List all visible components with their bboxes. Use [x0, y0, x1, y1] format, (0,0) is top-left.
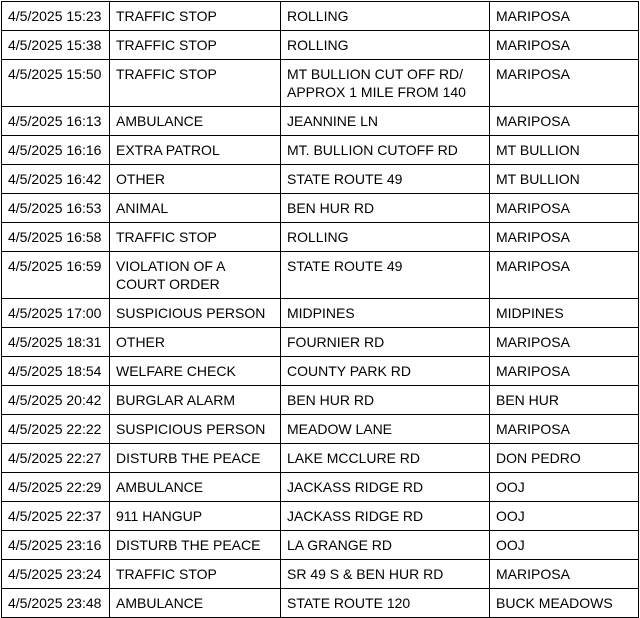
location-cell: COUNTY PARK RD	[281, 357, 490, 386]
table-row	[2, 589, 639, 618]
call-type-cell: TRAFFIC STOP	[110, 2, 281, 31]
call-type-cell: OTHER	[110, 165, 281, 194]
call-type-cell: AMBULANCE	[110, 589, 281, 618]
city-cell: OOJ	[490, 473, 639, 502]
table-row	[2, 165, 639, 194]
location-cell: BEN HUR RD	[281, 194, 490, 223]
table-row	[2, 136, 639, 165]
call-type-cell: OTHER	[110, 328, 281, 357]
datetime-cell: 4/5/2025 18:54	[2, 357, 110, 386]
table-row	[2, 31, 639, 60]
call-type-cell: ANIMAL	[110, 194, 281, 223]
call-type-cell: DISTURB THE PEACE	[110, 444, 281, 473]
datetime-cell: 4/5/2025 15:50	[2, 60, 110, 107]
location-cell: FOURNIER RD	[281, 328, 490, 357]
location-cell: SR 49 S & BEN HUR RD	[281, 560, 490, 589]
city-cell: MARIPOSA	[490, 328, 639, 357]
city-cell: MT BULLION	[490, 136, 639, 165]
location-cell: JEANNINE LN	[281, 107, 490, 136]
datetime-cell: 4/5/2025 23:48	[2, 589, 110, 618]
location-cell: STATE ROUTE 120	[281, 589, 490, 618]
datetime-cell: 4/5/2025 20:42	[2, 386, 110, 415]
datetime-cell: 4/5/2025 22:29	[2, 473, 110, 502]
location-cell: JACKASS RIDGE RD	[281, 473, 490, 502]
datetime-cell: 4/5/2025 23:16	[2, 531, 110, 560]
datetime-cell: 4/5/2025 15:38	[2, 31, 110, 60]
table-row	[2, 299, 639, 328]
call-log-table	[1, 1, 639, 618]
location-cell: STATE ROUTE 49	[281, 252, 490, 299]
call-type-cell: TRAFFIC STOP	[110, 60, 281, 107]
table-row	[2, 2, 639, 31]
call-type-cell: DISTURB THE PEACE	[110, 531, 281, 560]
location-cell: MIDPINES	[281, 299, 490, 328]
call-type-cell: TRAFFIC STOP	[110, 31, 281, 60]
table-row	[2, 415, 639, 444]
city-cell: MT BULLION	[490, 165, 639, 194]
table-row	[2, 473, 639, 502]
call-type-cell: SUSPICIOUS PERSON	[110, 415, 281, 444]
datetime-cell: 4/5/2025 16:42	[2, 165, 110, 194]
table-row	[2, 60, 639, 107]
location-cell: MT. BULLION CUTOFF RD	[281, 136, 490, 165]
call-type-cell: VIOLATION OF A COURT ORDER	[110, 252, 281, 299]
call-type-cell: SUSPICIOUS PERSON	[110, 299, 281, 328]
datetime-cell: 4/5/2025 15:23	[2, 2, 110, 31]
city-cell: BEN HUR	[490, 386, 639, 415]
datetime-cell: 4/5/2025 22:27	[2, 444, 110, 473]
table-row	[2, 531, 639, 560]
datetime-cell: 4/5/2025 22:37	[2, 502, 110, 531]
city-cell: MARIPOSA	[490, 31, 639, 60]
datetime-cell: 4/5/2025 18:31	[2, 328, 110, 357]
datetime-cell: 4/5/2025 16:13	[2, 107, 110, 136]
call-type-cell: AMBULANCE	[110, 107, 281, 136]
datetime-cell: 4/5/2025 16:59	[2, 252, 110, 299]
datetime-cell: 4/5/2025 23:24	[2, 560, 110, 589]
table-row	[2, 223, 639, 252]
call-type-cell: TRAFFIC STOP	[110, 560, 281, 589]
city-cell: MARIPOSA	[490, 357, 639, 386]
city-cell: MARIPOSA	[490, 2, 639, 31]
table-row	[2, 386, 639, 415]
table-row	[2, 444, 639, 473]
location-cell: ROLLING	[281, 31, 490, 60]
call-type-cell: 911 HANGUP	[110, 502, 281, 531]
city-cell: MARIPOSA	[490, 60, 639, 107]
location-cell: MT BULLION CUT OFF RD/ APPROX 1 MILE FROM 140	[281, 60, 490, 107]
location-cell: BEN HUR RD	[281, 386, 490, 415]
location-cell: JACKASS RIDGE RD	[281, 502, 490, 531]
city-cell: MARIPOSA	[490, 194, 639, 223]
datetime-cell: 4/5/2025 16:53	[2, 194, 110, 223]
city-cell: MARIPOSA	[490, 107, 639, 136]
table-row	[2, 107, 639, 136]
call-type-cell: BURGLAR ALARM	[110, 386, 281, 415]
location-cell: MEADOW LANE	[281, 415, 490, 444]
call-type-cell: TRAFFIC STOP	[110, 223, 281, 252]
city-cell: BUCK MEADOWS	[490, 589, 639, 618]
location-cell: STATE ROUTE 49	[281, 165, 490, 194]
table-row	[2, 328, 639, 357]
city-cell: MARIPOSA	[490, 252, 639, 299]
table-row	[2, 560, 639, 589]
call-type-cell: AMBULANCE	[110, 473, 281, 502]
city-cell: MARIPOSA	[490, 560, 639, 589]
call-log-body	[2, 2, 639, 618]
table-row	[2, 194, 639, 223]
table-row	[2, 357, 639, 386]
datetime-cell: 4/5/2025 16:58	[2, 223, 110, 252]
call-type-cell: EXTRA PATROL	[110, 136, 281, 165]
call-type-cell: WELFARE CHECK	[110, 357, 281, 386]
city-cell: OOJ	[490, 502, 639, 531]
city-cell: MIDPINES	[490, 299, 639, 328]
city-cell: MARIPOSA	[490, 415, 639, 444]
location-cell: ROLLING	[281, 2, 490, 31]
table-row	[2, 252, 639, 299]
location-cell: LA GRANGE RD	[281, 531, 490, 560]
location-cell: ROLLING	[281, 223, 490, 252]
datetime-cell: 4/5/2025 22:22	[2, 415, 110, 444]
datetime-cell: 4/5/2025 16:16	[2, 136, 110, 165]
city-cell: DON PEDRO	[490, 444, 639, 473]
location-cell: LAKE MCCLURE RD	[281, 444, 490, 473]
table-row	[2, 502, 639, 531]
city-cell: OOJ	[490, 531, 639, 560]
datetime-cell: 4/5/2025 17:00	[2, 299, 110, 328]
city-cell: MARIPOSA	[490, 223, 639, 252]
